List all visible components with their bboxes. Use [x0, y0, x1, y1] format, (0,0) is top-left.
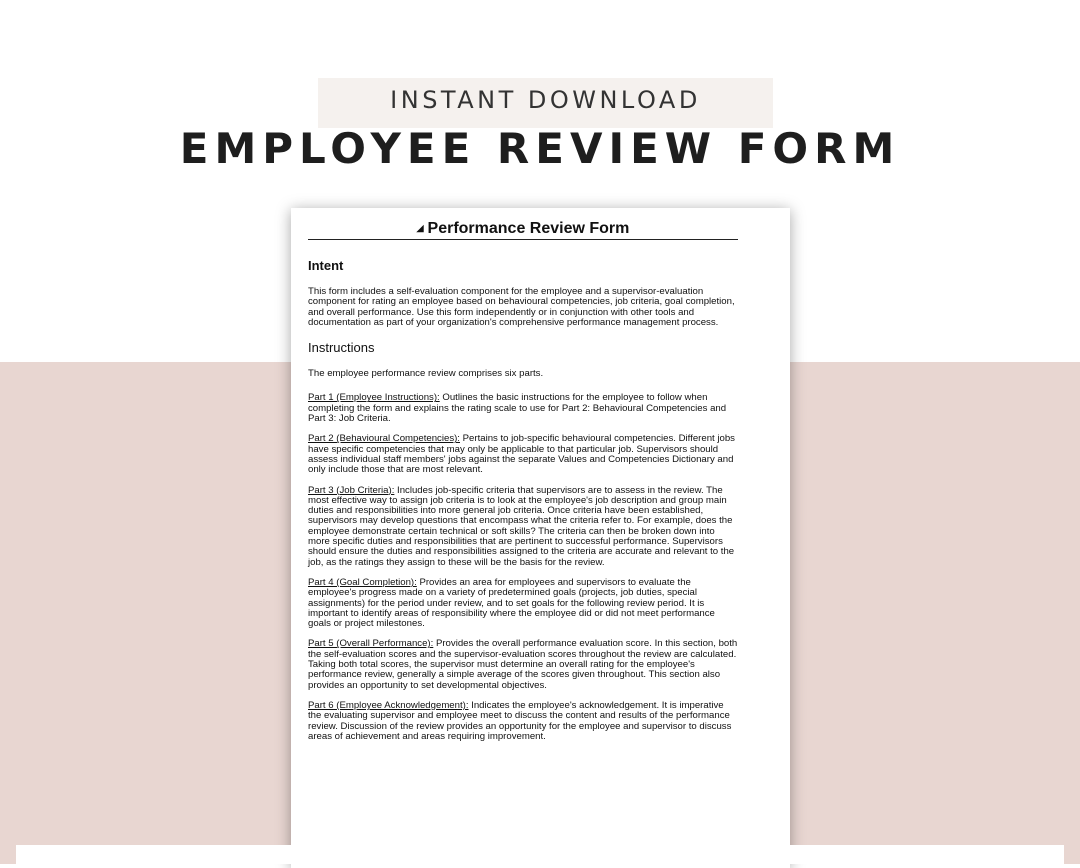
part-paragraph — [308, 701, 738, 742]
triangle-marker-icon: ◢ — [416, 223, 424, 233]
part-text: Provides the overall performance evaluation score. In this section, both the self-evaluation scores and the supervisor-evaluation scores throughout the review are calculated. Taking both total scores, the supervisor must determine an overall rating for the employee's performance review, generally a simple average of the scores given throughout. This section also provides an opportunity to set developmental objectives. — [308, 638, 738, 691]
part-paragraph — [308, 578, 738, 629]
page-title: EMPLOYEE REVIEW FORM — [179, 124, 901, 173]
part-text: Outlines the basic instructions for the employee to follow when completing the form and explains the rating scale to use for Part 2: Behavioural Competencies and Part 3: Job Criteria. — [308, 392, 727, 425]
part-paragraph — [308, 393, 738, 424]
bottom-white-bar — [16, 845, 1064, 864]
part-text: Indicates the employee's acknowledgement. It is imperative the evaluating supervisor and employee meet to discuss the content and results of the performance review. Discussion of the review provides an opportunity for the employee and supervisor to discuss areas of achievement and areas requiring improvement. — [308, 699, 732, 742]
part-lead: Part 2 (Behavioural Competencies): — [308, 433, 460, 445]
part-lead: Part 6 (Employee Acknowledgement): — [308, 699, 469, 711]
part-lead: Part 1 (Employee Instructions): — [308, 392, 440, 404]
part-paragraph — [308, 434, 738, 475]
document-header — [308, 220, 738, 240]
document-header-text: Performance Review Form — [427, 220, 630, 237]
part-paragraph — [308, 639, 738, 690]
instructions-heading: Instructions — [308, 340, 375, 356]
part-text: Includes job-specific criteria that supervisors are to assess in the review. The most effective way to assign job criteria is to look at the employee's job description and group main duties and responsibilities into more general job criteria. Once criteria have been established, supervisors may develop questions that encompass what the criteria refer to. For example, does the employee demonstrate certain technical or soft skills? The criteria can then be broken down into more specific duties and responsibilities that are pertinent to successful performance. Supervisors should ensure the duties and responsibilities assigned to the criteria are accurate and relevant to the job, as the ratings they assign to these will be the basis for the review. — [308, 484, 735, 568]
intent-paragraph: This form includes a self-evaluation component for the employee and a supervisor-evaluation component for rating an employee based on behavioural competencies, job criteria, goal completion, and overall performance. Use this form independently or in conjunction with other tools and documentation as part of your organization's comprehensive performance management process. — [308, 286, 735, 328]
document-preview — [291, 208, 790, 868]
intent-heading: Intent — [308, 258, 344, 273]
part-paragraph — [308, 486, 738, 568]
part-lead: Part 4 (Goal Completion): — [308, 576, 417, 588]
part-lead: Part 3 (Job Criteria): — [308, 484, 395, 496]
instructions-intro: The employee performance review comprises six parts. — [308, 368, 544, 380]
part-text: Pertains to job-specific behavioural competencies. Different jobs have specific competencies that may only be applicable to that particular job. Supervisors should assess individual staff members' jobs against the separate Values and Competencies Dictionary and only include those that are most relevant. — [308, 433, 735, 476]
part-text: Provides an area for employees and supervisors to evaluate the employee's progress made on a variety of predetermined goals (projects, job duties, special assignments) for the period under review, and to set goals for the following review period. It is important to identify areas of responsibility where the employee did or did not meet performance goals or project milestones. — [308, 576, 715, 630]
part-lead: Part 5 (Overall Performance): — [308, 638, 434, 650]
document-body — [308, 220, 738, 742]
instant-download-tag: INSTANT DOWNLOAD — [390, 86, 701, 114]
